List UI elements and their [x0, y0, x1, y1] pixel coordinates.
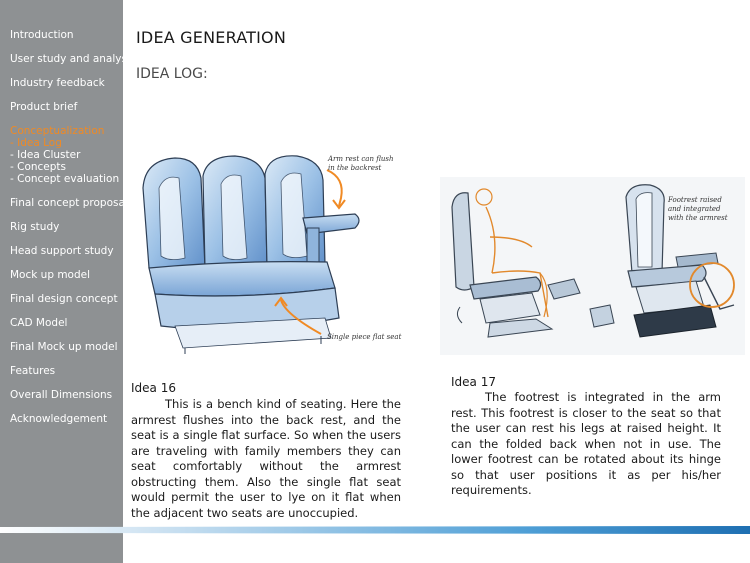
nav-product-brief[interactable]: Product brief [10, 101, 78, 113]
nav-final-mock-up-model[interactable]: Final Mock up model [10, 341, 118, 353]
idea-17-description: The footrest is integrated in the arm rest. This footrest is closer to the seat so that the user can rest his legs at raised height. It can the folded back when not in use. The lower footrest can be rotated about its hinge so that user positions it as per his/her requirements. [451, 390, 721, 497]
nav-sub-concepts[interactable]: - Concepts [10, 161, 67, 173]
nav-overall-dimensions[interactable]: Overall Dimensions [10, 389, 113, 401]
nav-introduction[interactable]: Introduction [10, 29, 74, 41]
nav-mock-up-model[interactable]: Mock up model [10, 269, 91, 281]
idea-16-title: Idea 16 [131, 381, 176, 395]
idea-16-description: This is a bench kind of seating. Here the armrest flushes into the back rest, and the seat is a single flat surface. So when the users are traveling with family members they can seat comfortably without the armrest obstructing them. Also the single flat seat would permit the user to lye on it flat when the adjacent two seats are unoccupied. [131, 397, 401, 520]
page-subtitle: IDEA LOG: [136, 66, 208, 82]
bottom-divider [0, 525, 750, 535]
nav-head-support-study[interactable]: Head support study [10, 245, 114, 257]
annotation-footrest: Footrest raised and integrated with the armrest [668, 196, 728, 222]
nav-final-design-concept[interactable]: Final design concept [10, 293, 118, 305]
nav-rig-study[interactable]: Rig study [10, 221, 60, 233]
page-title: IDEA GENERATION [136, 28, 286, 47]
sidebar-nav [0, 0, 136, 563]
nav-acknowledgement[interactable]: Acknowledgement [10, 413, 108, 425]
nav-industry-feedback[interactable]: Industry feedback [10, 77, 105, 89]
nav-features[interactable]: Features [10, 365, 56, 377]
nav-sub-idea-log[interactable]: - Idea Log [10, 137, 62, 149]
nav-sub-idea-cluster[interactable]: - Idea Cluster [10, 149, 81, 161]
nav-conceptualization[interactable]: Conceptualization [10, 125, 105, 137]
nav-cad-model[interactable]: CAD Model [10, 317, 68, 329]
nav-sub-concept-evaluation[interactable]: - Concept evaluation [10, 173, 120, 185]
nav-final-concept-proposal[interactable]: Final concept proposal [10, 197, 128, 209]
nav-user-study[interactable]: User study and analysis [10, 53, 136, 65]
bench-seat-sketch [135, 148, 405, 363]
annotation-seat: Single piece flat seat [327, 333, 402, 341]
annotation-armrest: Arm rest can flush in the backrest [328, 155, 394, 172]
idea-17-title: Idea 17 [451, 375, 496, 389]
